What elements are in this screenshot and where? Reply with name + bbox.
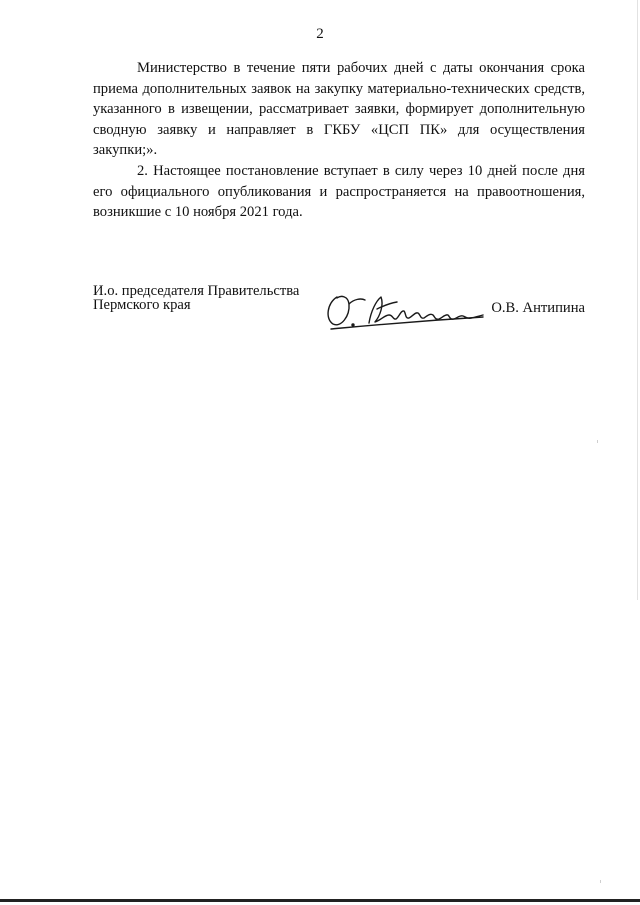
- paragraph-2: 2. Настоящее постановление вступает в силу через 10 дней после дня его официального опубликования и распространяется на правоотношения, возникшие с 10 ноября 2021 года.: [93, 162, 585, 221]
- scan-speck: [600, 880, 601, 883]
- scan-edge-right: [637, 0, 638, 600]
- signer-title-line-1: И.о. председателя Правительства: [93, 283, 300, 299]
- signature-block: [93, 285, 585, 335]
- page-number: 2: [316, 26, 324, 42]
- handwritten-signature: [323, 289, 495, 333]
- scan-speck: [597, 440, 598, 443]
- paragraph-1: Министерство в течение пяти рабочих дней с даты окончания срока приема дополнительных заявок на закупку материально-технических средств, указанного в извещении, рассматривает заявки, формирует дополнительную сводную заявку и направляет в ГКБУ «ЦСП ПК» для осуществления закупки;».: [93, 60, 585, 159]
- document-body: [93, 58, 585, 223]
- signer-title-line-2: Пермского края: [93, 296, 191, 313]
- scan-edge-bottom: [0, 899, 640, 902]
- signer-title: [93, 285, 299, 312]
- signer-name: О.В. Антипина: [491, 300, 585, 316]
